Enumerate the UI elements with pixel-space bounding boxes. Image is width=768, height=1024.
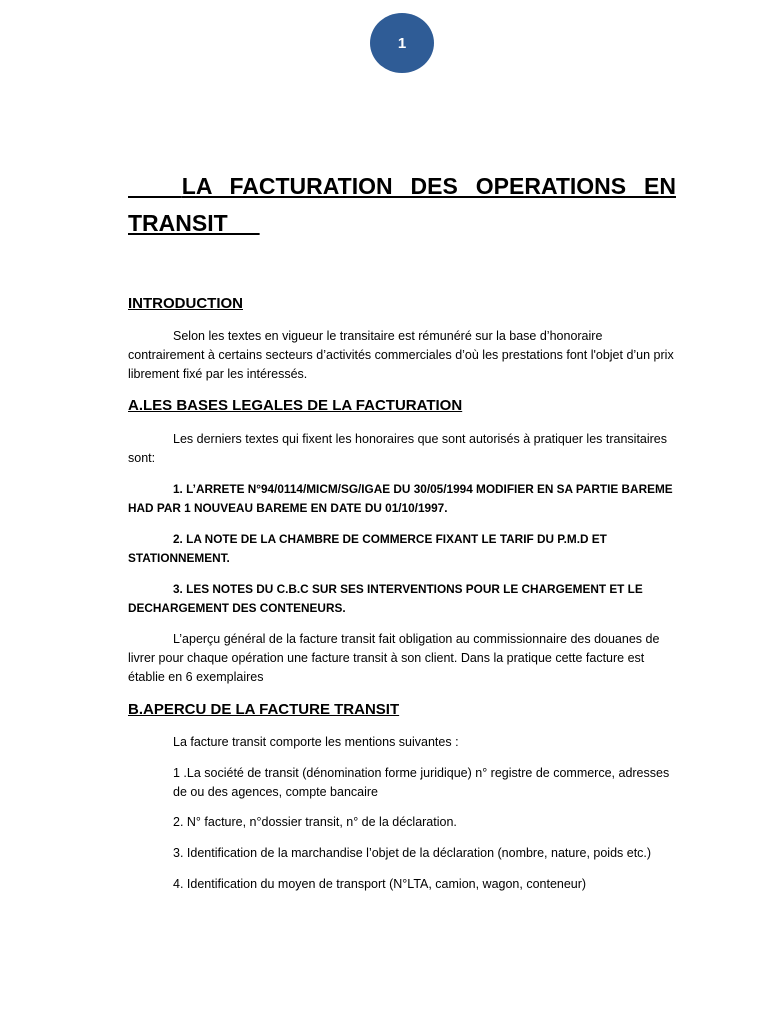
- section-b-heading: B.APERCU DE LA FACTURE TRANSIT: [128, 701, 400, 718]
- section-b-item-1: 1 .La société de transit (dénomination forme juridique) n° registre de commerce, adresses de ou des agences, compte bancaire: [173, 766, 670, 799]
- section-b-item-3: 3. Identification de la marchandise l’objet de la déclaration (nombre, nature, poids etc.): [173, 846, 652, 860]
- document-body: [128, 168, 676, 894]
- page-number-badge: [370, 13, 434, 73]
- section-b-intro: La facture transit comporte les mentions suivantes :: [173, 735, 459, 749]
- introduction-text: Selon les textes en vigueur le transitaire est rémunéré sur la base d’honoraire contrairement à certains secteurs d’activités commerciales d’où les prestations font l'objet d’un prix librement fixé par les intéressés.: [128, 329, 674, 381]
- section-b-item-2: 2. N° facture, n°dossier transit, n° de la déclaration.: [173, 815, 457, 829]
- page-number: 1: [397, 34, 407, 52]
- section-a-heading: A.LES BASES LEGALES DE LA FACTURATION: [128, 397, 463, 414]
- document-title-line2: TRANSIT: [128, 210, 260, 236]
- section-a-intro: Les derniers textes qui fixent les honoraires que sont autorisés à pratiquer les transitaires sont:: [128, 432, 668, 465]
- introduction-heading: INTRODUCTION: [128, 295, 243, 312]
- document-title-line1: LA FACTURATION DES OPERATIONS EN: [128, 173, 676, 199]
- section-a-closing: L’aperçu général de la facture transit fait obligation au commissionnaire des douanes de livrer pour chaque opération une facture transit à son client. Dans la pratique cette facture est établie en 6 exemplaires: [128, 632, 660, 684]
- section-a-item-1: 1. L’ARRETE N°94/0114/MICM/SG/IGAE DU 30/05/1994 MODIFIER EN SA PARTIE BAREME HAD PAR 1 NOUVEAU BAREME EN DATE DU 01/10/1997.: [128, 482, 673, 515]
- section-a-item-3: 3. LES NOTES DU C.B.C SUR SES INTERVENTIONS POUR LE CHARGEMENT ET LE DECHARGEMENT DES CONTENEURS.: [128, 582, 643, 615]
- section-a-item-2: 2. LA NOTE DE LA CHAMBRE DE COMMERCE FIXANT LE TARIF DU P.M.D ET STATIONNEMENT.: [128, 532, 607, 565]
- section-b-item-4: 4. Identification du moyen de transport (N°LTA, camion, wagon, conteneur): [173, 877, 587, 891]
